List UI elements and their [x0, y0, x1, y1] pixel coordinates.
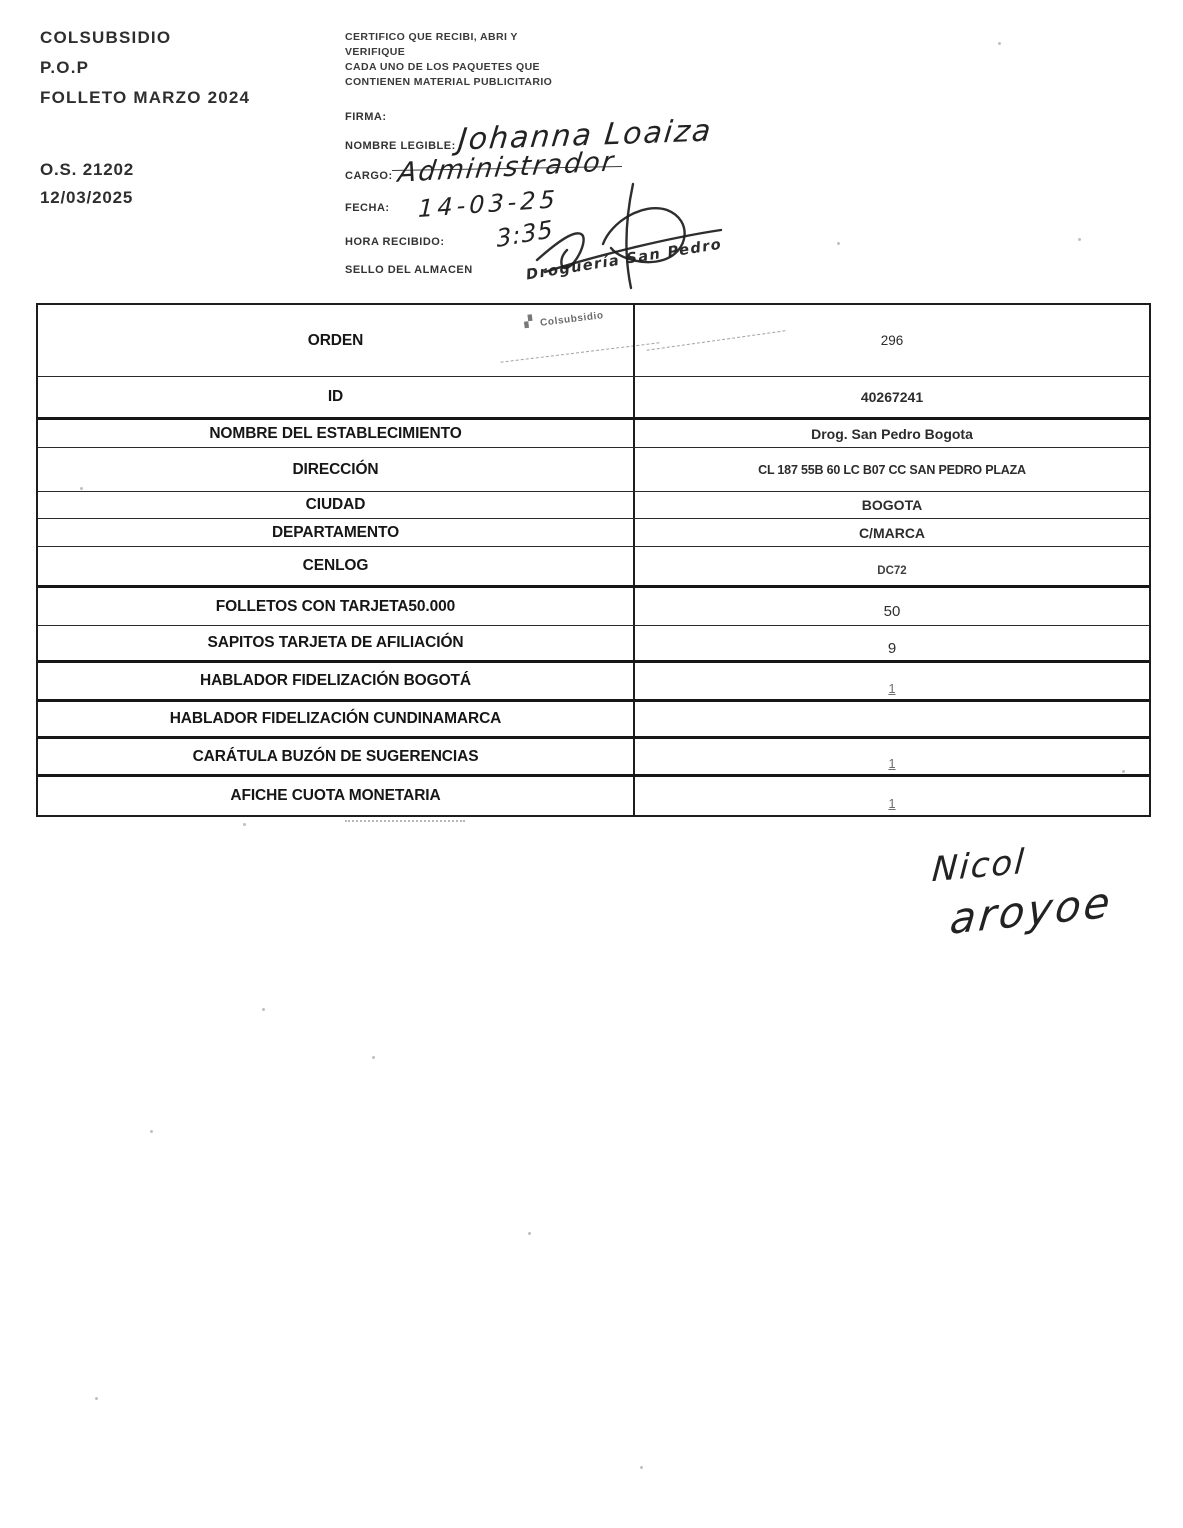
table-row — [38, 739, 1149, 777]
scan-noise-dot — [837, 242, 840, 245]
delivery-data-table — [36, 303, 1151, 817]
row-value: CL 187 55B 60 LC B07 CC SAN PEDRO PLAZA — [758, 462, 1026, 477]
field-label-nombre-legible: NOMBRE LEGIBLE: — [345, 140, 456, 152]
table-row — [38, 777, 1149, 815]
doc-title-line2: P.O.P — [40, 58, 90, 77]
row-value: 1 — [888, 756, 896, 771]
doc-title-line1: COLSUBSIDIO — [40, 28, 172, 47]
row-label: HABLADOR FIDELIZACIÓN BOGOTÁ — [38, 663, 635, 699]
row-value: BOGOTA — [861, 497, 923, 513]
row-label: FOLLETOS CON TARJETA50.000 — [38, 588, 635, 625]
handwritten-hora: 3:35 — [495, 214, 555, 254]
table-row — [38, 305, 1149, 377]
row-value: 50 — [883, 603, 901, 620]
row-value: Drog. San Pedro Bogota — [811, 425, 973, 442]
order-service-number: O.S. 21202 — [40, 160, 135, 179]
row-label: CIUDAD — [38, 492, 635, 518]
document-date: 12/03/2025 — [40, 188, 134, 207]
handwritten-signature-first-name: Nicol — [930, 841, 1028, 891]
handwritten-name: Johanna Loaiza — [456, 113, 715, 158]
warehouse-stamp-text: Colsubsidio — [539, 310, 605, 329]
scan-noise-dot — [1122, 770, 1125, 773]
scan-noise-dot — [998, 42, 1001, 45]
row-value: C/MARCA — [858, 524, 926, 541]
doc-title-line3: FOLLETO MARZO 2024 — [40, 88, 251, 107]
row-value: 1 — [888, 795, 896, 811]
certification-line: VERIFIQUE — [345, 46, 406, 58]
scan-noise-dot — [150, 1130, 153, 1133]
certification-line: CERTIFICO QUE RECIBI, ABRI Y — [345, 31, 518, 43]
table-row — [38, 519, 1149, 547]
handwritten-cargo: Administrador — [396, 146, 617, 189]
row-value: DC72 — [877, 565, 907, 577]
table-row — [38, 702, 1149, 739]
scan-noise-dot — [528, 1232, 531, 1235]
field-label-hora-recibido: HORA RECIBIDO: — [345, 236, 445, 248]
scan-dotted-line — [345, 820, 465, 822]
field-label-firma: FIRMA: — [345, 111, 387, 123]
row-value — [635, 702, 1149, 736]
row-label: ORDEN — [38, 305, 635, 376]
field-label-fecha: FECHA: — [345, 202, 390, 214]
row-label: DEPARTAMENTO — [38, 519, 635, 546]
scan-noise-dot — [80, 487, 83, 490]
field-label-sello-almacen: SELLO DEL ALMACEN — [345, 264, 473, 276]
handwritten-fecha: 14-03-25 — [417, 185, 560, 223]
scan-noise-dot — [95, 1397, 98, 1400]
row-label: CENLOG — [38, 547, 635, 585]
handwritten-signature-last-name: aroyoe — [947, 877, 1116, 944]
row-value: 296 — [880, 333, 904, 348]
table-row — [38, 492, 1149, 519]
row-label: DIRECCIÓN — [38, 448, 635, 491]
table-row — [38, 663, 1149, 702]
pharmacy-stamp-text: Droguería San Pedro — [524, 236, 724, 284]
table-row — [38, 588, 1149, 626]
row-label: SAPITOS TARJETA DE AFILIACIÓN — [38, 626, 635, 660]
scan-noise-dot — [243, 823, 246, 826]
scan-noise-dot — [372, 1056, 375, 1059]
row-value: 9 — [887, 639, 897, 657]
scan-noise-dot — [262, 1008, 265, 1011]
table-row — [38, 547, 1149, 588]
row-label: NOMBRE DEL ESTABLECIMIENTO — [38, 420, 635, 447]
signature-scribble — [515, 178, 730, 296]
table-row — [38, 448, 1149, 492]
row-label: AFICHE CUOTA MONETARIA — [38, 777, 635, 815]
certification-line: CONTIENEN MATERIAL PUBLICITARIO — [345, 76, 553, 88]
field-label-cargo: CARGO: — [345, 170, 393, 182]
row-value: 1 — [888, 680, 896, 696]
row-label: HABLADOR FIDELIZACIÓN CUNDINAMARCA — [38, 702, 635, 736]
table-row — [38, 626, 1149, 663]
table-row — [38, 377, 1149, 420]
row-label: CARÁTULA BUZÓN DE SUGERENCIAS — [38, 739, 635, 774]
scan-noise-dot — [1078, 238, 1081, 241]
row-label: ID — [38, 377, 635, 417]
certification-line: CADA UNO DE LOS PAQUETES QUE — [345, 61, 540, 73]
row-value: 40267241 — [860, 389, 924, 405]
stamp-logo-icon: ▞ — [523, 315, 534, 329]
scan-noise-dot — [640, 1466, 643, 1469]
table-row — [38, 420, 1149, 448]
